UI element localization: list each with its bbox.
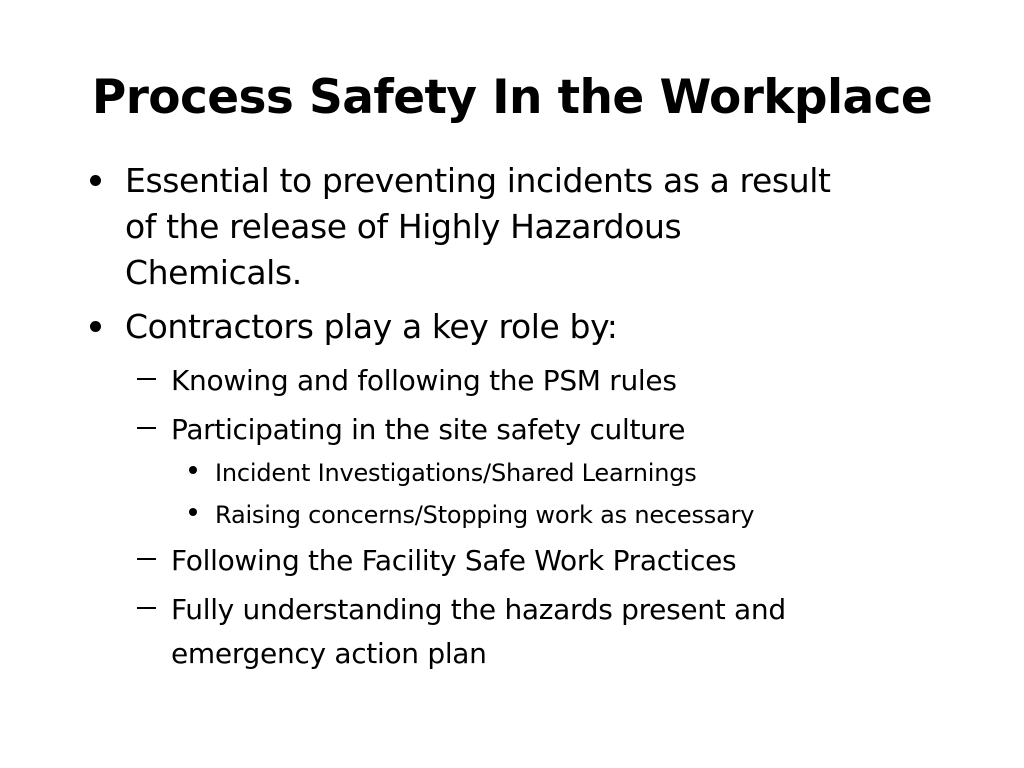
slide-title: Process Safety In the Workplace — [91, 70, 933, 125]
sub-bullet-following — [171, 539, 736, 583]
bullet-contractors — [125, 304, 618, 350]
bullet-line: of the release of Highly Hazardous — [125, 207, 682, 246]
small-bullet-dot-icon — [189, 508, 197, 516]
sub-sub-bullet-line: Raising concerns/Stopping work as necessary — [215, 501, 755, 529]
bullet-dot-icon — [90, 175, 101, 186]
sub-bullet-line: Following the Facility Safe Work Practices — [171, 544, 737, 577]
sub-bullet-line: emergency action plan — [171, 637, 487, 670]
dash-icon — [137, 378, 156, 380]
bullet-dot-icon — [90, 321, 101, 332]
sub-sub-bullet-raising — [215, 495, 754, 535]
bullet-essential — [125, 158, 831, 296]
sub-sub-bullet-incident — [215, 453, 697, 493]
dash-icon — [137, 427, 156, 429]
sub-bullet-line: Participating in the site safety culture — [171, 413, 686, 446]
sub-bullet-participating — [171, 408, 685, 452]
sub-bullet-knowing — [171, 359, 677, 403]
sub-sub-bullet-line: Incident Investigations/Shared Learnings — [215, 459, 697, 487]
sub-bullet-line: Knowing and following the PSM rules — [171, 364, 677, 397]
dash-icon — [137, 558, 156, 560]
bullet-line: Chemicals. — [125, 253, 302, 292]
sub-bullet-understanding — [171, 588, 786, 676]
small-bullet-dot-icon — [189, 466, 197, 474]
dash-icon — [137, 607, 156, 609]
sub-bullet-line: Fully understanding the hazards present and — [171, 593, 786, 626]
bullet-line: Contractors play a key role by: — [125, 307, 618, 346]
bullet-line: Essential to preventing incidents as a result — [125, 161, 831, 200]
